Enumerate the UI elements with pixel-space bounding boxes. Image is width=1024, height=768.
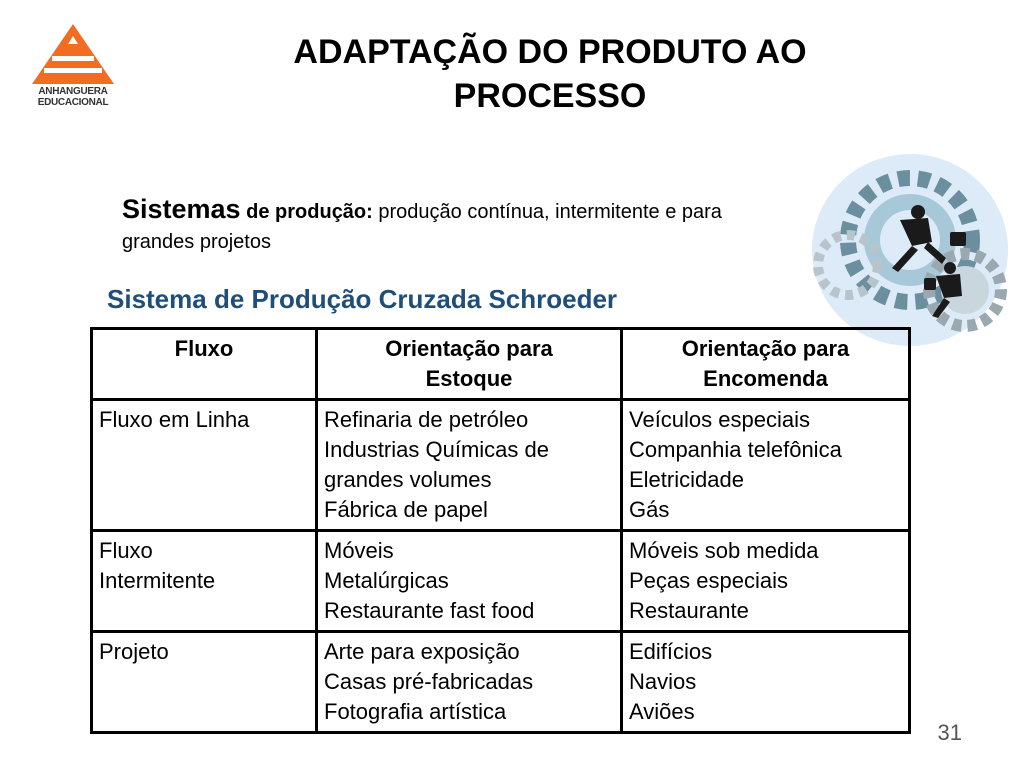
cell-line: Industrias Químicas de (324, 437, 549, 462)
page-number: 31 (937, 720, 962, 745)
header-encomenda: Orientação para Encomenda (622, 329, 910, 400)
cell-estoque (317, 531, 622, 632)
cell-line: Gás (629, 497, 670, 522)
cell-line: Navios (629, 669, 697, 694)
logo-text-line-1: ANHANGUERA (38, 86, 108, 97)
cell-fluxo (92, 400, 317, 531)
logo-text (28, 86, 118, 108)
section-title: Sistema de Produção Cruzada Schroeder (107, 284, 618, 314)
cell-encomenda (622, 531, 910, 632)
cell-line: Eletricidade (629, 467, 744, 492)
cell-line: Veículos especiais (629, 407, 810, 432)
cell-line: Fluxo (99, 538, 153, 563)
cell-line: Casas pré-fabricadas (324, 669, 534, 694)
cell-fluxo (92, 632, 317, 733)
page-title: ADAPTAÇÃO DO PRODUTO AO PROCESSO (293, 33, 807, 115)
production-systems-table (90, 327, 911, 734)
subtitle (122, 194, 762, 257)
subtitle-lead: Sistemas (122, 194, 241, 224)
cell-line: Arte para exposição (324, 639, 520, 664)
cell-line: Restaurante fast food (324, 598, 535, 623)
cell-line: Projeto (99, 639, 169, 664)
cell-encomenda (622, 632, 910, 733)
cell-line: Aviões (629, 699, 695, 724)
cell-line: grandes volumes (324, 467, 492, 492)
table-header-row (92, 329, 910, 400)
cell-fluxo (92, 531, 317, 632)
cell-line: Fluxo em Linha (99, 407, 250, 432)
cell-line: Metalúrgicas (324, 568, 449, 593)
cell-line: Refinaria de petróleo (324, 407, 529, 432)
header-estoque: Orientação para Estoque (317, 329, 622, 400)
cell-line: Móveis (324, 538, 394, 563)
cell-line: Móveis sob medida (629, 538, 819, 563)
cell-line: Fotografia artística (324, 699, 507, 724)
cell-line: Restaurante (629, 598, 749, 623)
header-fluxo: Fluxo (92, 329, 317, 400)
cell-line: Companhia telefônica (629, 437, 842, 462)
subtitle-bold: de produção: (246, 201, 373, 223)
logo-triangle-icon (28, 22, 118, 86)
cell-estoque (317, 632, 622, 733)
cell-line: Peças especiais (629, 568, 788, 593)
cell-line: Intermitente (99, 568, 216, 593)
cell-line: Fábrica de papel (324, 497, 488, 522)
table-row (92, 531, 910, 632)
table-row (92, 400, 910, 531)
subtitle-rest: produção contínua, intermitente e para grandes projetos (122, 201, 722, 253)
cell-estoque (317, 400, 622, 531)
table-row (92, 632, 910, 733)
anhanguera-logo (28, 22, 118, 114)
cell-encomenda (622, 400, 910, 531)
logo-text-line-2: EDUCACIONAL (37, 97, 109, 108)
cell-line: Edifícios (629, 639, 713, 664)
